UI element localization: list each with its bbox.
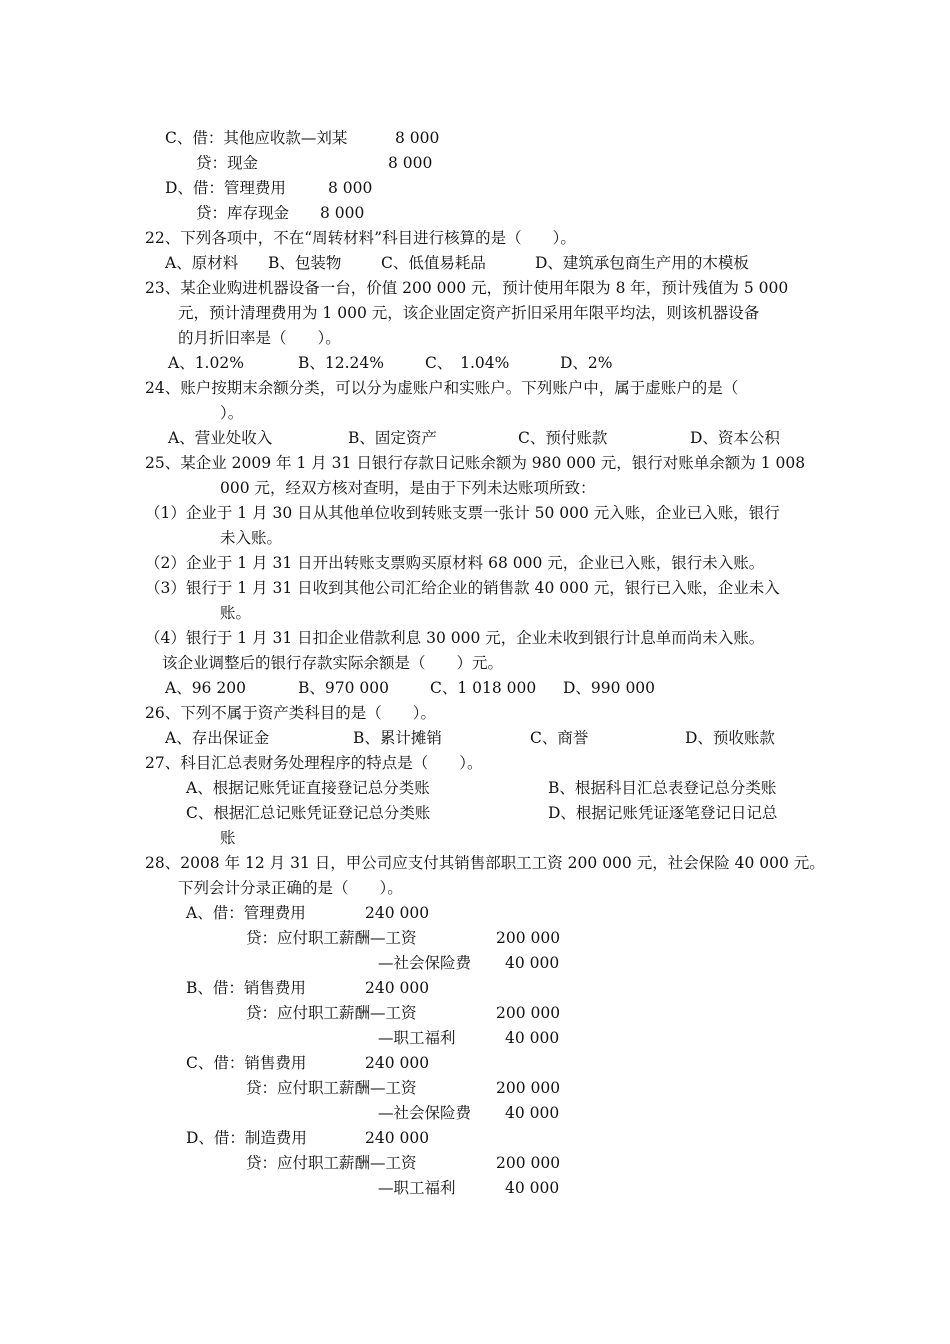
- text-line: 27、科目汇总表财务处理程序的特点是（ ）。: [145, 754, 483, 772]
- text-line: D、990 000: [563, 679, 656, 697]
- text-line: ）。: [220, 404, 244, 422]
- text-line: 26、下列不属于资产类科目的是（ ）。: [145, 704, 436, 722]
- text-line: 200 000: [496, 1079, 561, 1097]
- text-line: 240 000: [365, 979, 430, 997]
- text-line: 8 000: [328, 179, 373, 197]
- text-line: （3）银行于 1 月 31 日收到其他公司汇给企业的销售款 40 000 元，银行已入账，企业未入: [145, 579, 780, 597]
- text-line: 200 000: [496, 1154, 561, 1172]
- text-line: 8 000: [388, 154, 433, 172]
- text-line: （1）企业于 1 月 30 日从其他单位收到转账支票一张计 50 000 元入账，企业已入账，银行: [145, 504, 780, 522]
- text-line: 200 000: [496, 929, 561, 947]
- text-line: —职工福利: [378, 1029, 456, 1047]
- text-line: B、12.24%: [298, 354, 384, 372]
- text-line: 贷：库存现金: [196, 204, 290, 222]
- text-line: B、累计摊销: [353, 729, 442, 747]
- text-line: 贷：应付职工薪酬—工资: [246, 1079, 417, 1097]
- text-line: A、存出保证金: [165, 729, 270, 747]
- text-line: A、借：管理费用: [186, 904, 306, 922]
- text-line: 贷：现金: [196, 154, 259, 172]
- text-line: 24、账户按期末余额分类，可以分为虚账户和实账户。下列账户中，属于虚账户的是（: [145, 379, 739, 397]
- text-line: 贷：应付职工薪酬—工资: [246, 1004, 417, 1022]
- text-line: 未入账。: [220, 529, 283, 547]
- text-line: C、 1.04%: [425, 354, 510, 372]
- text-line: A、1.02%: [168, 354, 244, 372]
- text-line: D、预收账款: [685, 729, 775, 747]
- text-line: 40 000: [505, 1179, 560, 1197]
- text-line: 28、2008 年 12 月 31 日，甲公司应支付其销售部职工工资 200 000 元，社会保险 40 000 元。: [145, 854, 825, 872]
- text-line: D、资本公积: [690, 429, 780, 447]
- text-line: D、根据记账凭证逐笔登记日记总: [548, 804, 778, 822]
- text-line: B、根据科目汇总表登记总分类账: [548, 779, 777, 797]
- text-line: C、低值易耗品: [381, 254, 486, 272]
- text-line: 8 000: [395, 129, 440, 147]
- text-line: C、商誉: [530, 729, 589, 747]
- text-line: （2）企业于 1 月 31 日开出转账支票购买原材料 68 000 元，企业已入账，银行未入账。: [145, 554, 765, 572]
- text-line: 账。: [220, 604, 252, 622]
- text-line: 40 000: [505, 1104, 560, 1122]
- text-line: 40 000: [505, 1029, 560, 1047]
- text-line: 25、某企业 2009 年 1 月 31 日银行存款日记账余额为 980 000 元，银行对账单余额为 1 008: [145, 454, 806, 472]
- text-line: 200 000: [496, 1004, 561, 1022]
- text-line: —职工福利: [378, 1179, 456, 1197]
- text-line: 贷：应付职工薪酬—工资: [246, 929, 417, 947]
- text-line: 账: [220, 829, 236, 847]
- text-line: 23、某企业购进机器设备一台，价值 200 000 元，预计使用年限为 8 年，预计残值为 5 000: [145, 279, 789, 297]
- text-line: D、建筑承包商生产用的木模板: [535, 254, 749, 272]
- text-line: A、根据记账凭证直接登记总分类账: [186, 779, 430, 797]
- text-line: —社会保险费: [378, 1104, 472, 1122]
- text-line: C、根据汇总记账凭证登记总分类账: [186, 804, 431, 822]
- text-line: 40 000: [505, 954, 560, 972]
- text-line: A、营业处收入: [168, 429, 273, 447]
- text-line: D、借：管理费用: [165, 179, 286, 197]
- text-line: 8 000: [320, 204, 365, 222]
- text-line: B、固定资产: [348, 429, 437, 447]
- text-line: B、970 000: [298, 679, 389, 697]
- text-line: D、2%: [560, 354, 613, 372]
- text-line: B、包装物: [268, 254, 342, 272]
- text-line: C、借：其他应收款—刘某: [165, 129, 348, 147]
- text-line: A、96 200: [165, 679, 246, 697]
- text-line: C、预付账款: [518, 429, 608, 447]
- text-line: 240 000: [365, 1054, 430, 1072]
- text-line: 贷：应付职工薪酬—工资: [246, 1154, 417, 1172]
- text-line: （4）银行于 1 月 31 日扣企业借款利息 30 000 元，企业未收到银行计息单而尚未入账。: [145, 629, 765, 647]
- text-line: 元，预计清理费用为 1 000 元，该企业固定资产折旧采用年限平均法，则该机器设备: [178, 304, 760, 322]
- text-line: B、借：销售费用: [186, 979, 306, 997]
- text-line: C、借：销售费用: [186, 1054, 307, 1072]
- text-line: 下列会计分录正确的是（ ）。: [178, 879, 403, 897]
- text-line: 000 元，经双方核对查明，是由于下列未达账项所致：: [220, 479, 596, 497]
- text-line: —社会保险费: [378, 954, 472, 972]
- text-line: D、借：制造费用: [186, 1129, 307, 1147]
- text-line: A、原材料: [165, 254, 239, 272]
- text-line: 该企业调整后的银行存款实际余额是（ ）元。: [162, 654, 504, 672]
- text-line: 的月折旧率是（ ）。: [178, 329, 341, 347]
- text-line: 22、下列各项中，不在“周转材料”科目进行核算的是（ ）。: [145, 229, 576, 247]
- text-line: 240 000: [365, 1129, 430, 1147]
- text-line: C、1 018 000: [430, 679, 537, 697]
- text-line: 240 000: [365, 904, 430, 922]
